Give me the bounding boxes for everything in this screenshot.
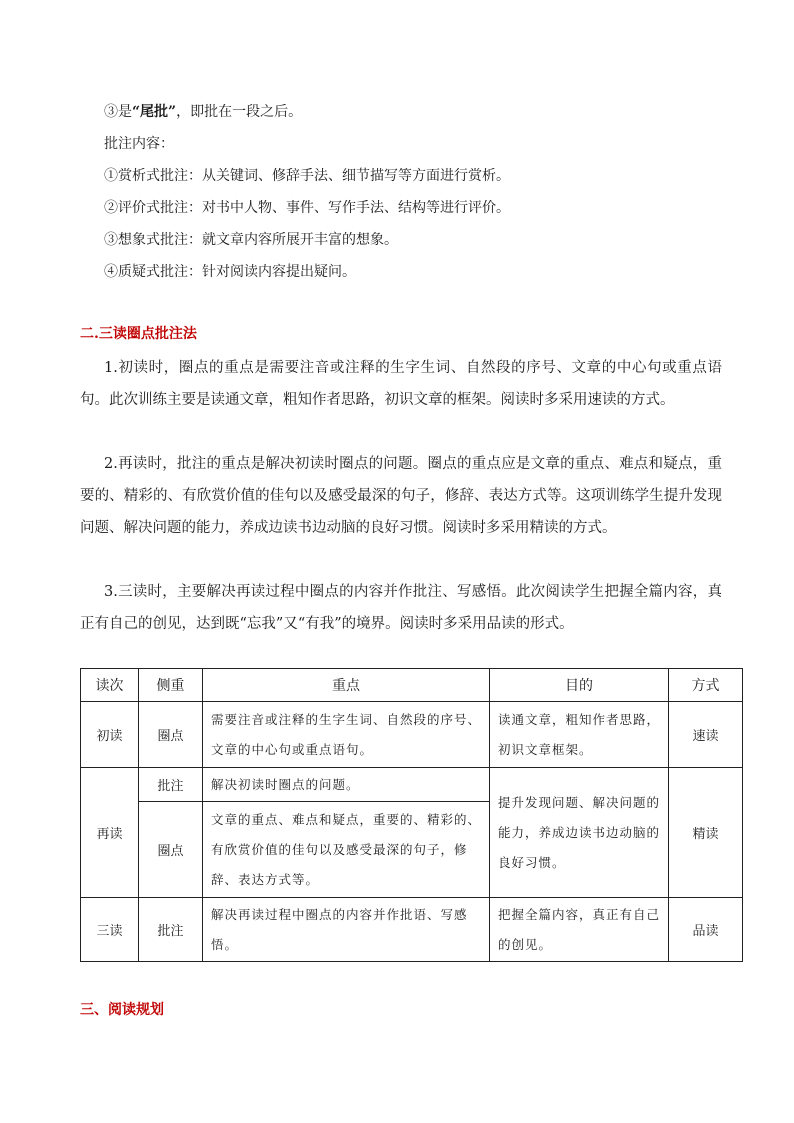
header-goal: 目的	[490, 669, 669, 702]
cell-method: 品读	[669, 898, 743, 962]
cell-goal: 读通文章，粗知作者思路，初识文章框架。	[490, 702, 669, 768]
paragraph-third-reading: 3.三读时，主要解决再读过程中圈点的内容并作批注、写感悟。此次阅读学生把握全篇内容，真正有自己的创见，达到既“忘我”又“有我”的境界。阅读时多采用品读的形式。	[80, 584, 722, 632]
item3-prefix: ③是	[104, 104, 132, 120]
section-heading-reading-plan: 三、阅读规划	[80, 1002, 164, 1018]
annotation-content-item: ②评价式批注：对书中人物、事件、写作手法、结构等进行评价。	[104, 200, 510, 216]
paragraph-second-reading: 2.再读时，批注的重点是解决初读时圈点的问题。圈点的重点应是文章的重点、难点和疑点，重要的、精彩的、有欣赏价值的佳句以及感受最深的句子，修辞、表达方式等。这项训练学生提升发现问题、解决问题的能力，养成边读书边动脑的良好习惯。阅读时多采用精读的方式。	[80, 456, 722, 536]
cell-key-points: 需要注音或注释的生字生词、自然段的序号、文章的中心句或重点语句。	[203, 702, 490, 768]
cell-focus: 批注	[139, 898, 203, 962]
item3-rest: ，即批在一段之后。	[176, 104, 303, 120]
section-heading-three-reading: 二.三读圈点批注法	[80, 326, 197, 342]
annotation-item-3	[104, 102, 302, 122]
cell-focus: 圈点	[139, 702, 203, 768]
annotation-content-item: ④质疑式批注：针对阅读内容提出疑问。	[104, 264, 356, 280]
cell-focus: 圈点	[139, 802, 203, 898]
item3-term: “尾批”	[132, 104, 177, 120]
cell-goal: 提升发现问题、解决问题的能力，养成边读书边动脑的良好习惯。	[490, 768, 669, 898]
table-row	[81, 702, 743, 768]
cell-key-points: 文章的重点、难点和疑点，重要的、精彩的、有欣赏价值的佳句以及感受最深的句子，修辞、表达方式等。	[203, 802, 490, 898]
cell-focus: 批注	[139, 768, 203, 802]
cell-round: 初读	[81, 702, 139, 768]
header-method: 方式	[669, 669, 743, 702]
annotation-content-item: ③想象式批注：就文章内容所展开丰富的想象。	[104, 232, 398, 248]
cell-method: 速读	[669, 702, 743, 768]
cell-round: 再读	[81, 768, 139, 898]
annotation-content-title: 批注内容：	[104, 136, 174, 152]
cell-goal: 把握全篇内容，真正有自己的创见。	[490, 898, 669, 962]
paragraph-first-reading: 1.初读时，圈点的重点是需要注音或注释的生字生词、自然段的序号、文章的中心句或重点语句。此次训练主要是读通文章，粗知作者思路，初识文章的框架。阅读时多采用速读的方式。	[80, 360, 722, 408]
annotation-content-item: ①赏析式批注：从关键词、修辞手法、细节描写等方面进行赏析。	[104, 168, 510, 184]
header-round: 读次	[81, 669, 139, 702]
table-header-row	[81, 669, 743, 702]
table-row	[81, 898, 743, 962]
cell-key-points: 解决再读过程中圈点的内容并作批语、写感悟。	[203, 898, 490, 962]
cell-round: 三读	[81, 898, 139, 962]
table-row	[81, 768, 743, 802]
header-focus: 侧重	[139, 669, 203, 702]
cell-method: 精读	[669, 768, 743, 898]
cell-key-points: 解决初读时圈点的问题。	[203, 768, 490, 802]
header-key-points: 重点	[203, 669, 490, 702]
reading-method-table	[80, 668, 743, 962]
